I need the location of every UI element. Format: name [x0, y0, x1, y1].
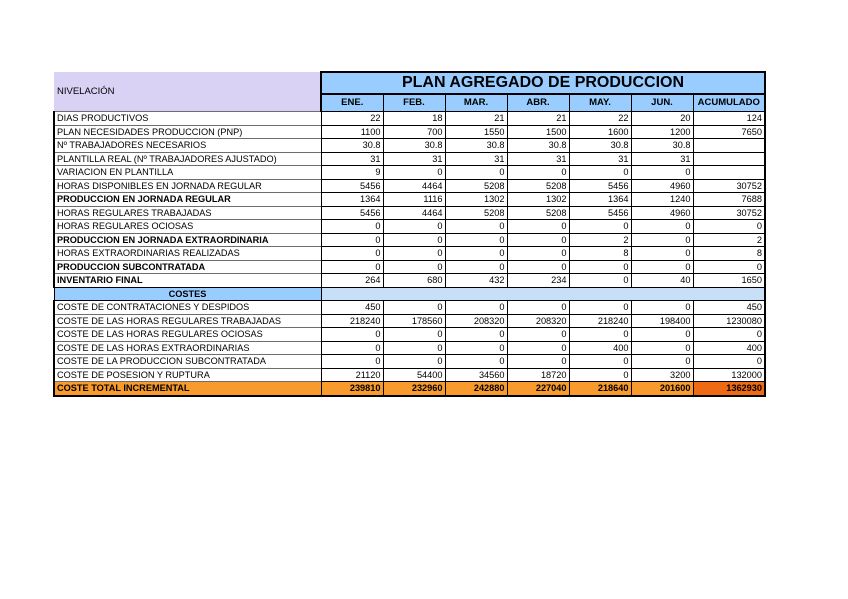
- cell-value: 0: [383, 328, 445, 342]
- cell-value: 4464: [383, 179, 445, 193]
- row-label: INVENTARIO FINAL: [54, 274, 321, 288]
- cell-value: 8: [569, 247, 631, 261]
- cell-value: 22: [569, 112, 631, 126]
- row-label: HORAS REGULARES OCIOSAS: [54, 220, 321, 234]
- cell-value: 0: [507, 301, 569, 315]
- cell-value: 0: [445, 233, 507, 247]
- cell-value: 700: [383, 125, 445, 139]
- cell-value: 0: [507, 233, 569, 247]
- row-label: COSTE DE LAS HORAS REGULARES TRABAJADAS: [54, 314, 321, 328]
- cell-value: 5208: [507, 179, 569, 193]
- cell-value: 3200: [631, 368, 693, 382]
- cell-value: 31: [569, 152, 631, 166]
- cell-value: 9: [321, 166, 383, 180]
- row-label: PLAN NECESIDADES PRODUCCION (PNP): [54, 125, 321, 139]
- cell-value: 0: [321, 260, 383, 274]
- cell-value: 4464: [383, 206, 445, 220]
- cell-value: 227040: [507, 382, 569, 396]
- cell-value: 232960: [383, 382, 445, 396]
- cell-value: 31: [631, 152, 693, 166]
- cell-value: 21120: [321, 368, 383, 382]
- table-row: [54, 206, 765, 220]
- cell-accumulated: 30752: [693, 179, 765, 193]
- table-row: [54, 139, 765, 153]
- cell-value: 5208: [445, 179, 507, 193]
- cell-value: 1302: [445, 193, 507, 207]
- cell-value: 0: [569, 274, 631, 288]
- cell-accumulated: [693, 152, 765, 166]
- cell-value: 178560: [383, 314, 445, 328]
- cell-value: 242880: [445, 382, 507, 396]
- cell-accumulated: 0: [693, 220, 765, 234]
- cell-value: 1500: [507, 125, 569, 139]
- cell-value: 0: [445, 166, 507, 180]
- cell-value: 239810: [321, 382, 383, 396]
- month-header: MAR.: [445, 94, 507, 112]
- cell-accumulated: [693, 166, 765, 180]
- cell-value: 0: [631, 260, 693, 274]
- sheet-label: NIVELACIÓN: [54, 72, 321, 112]
- cell-value: 208320: [445, 314, 507, 328]
- month-header: JUN.: [631, 94, 693, 112]
- cell-value: 30.8: [569, 139, 631, 153]
- cell-accumulated: 124: [693, 112, 765, 126]
- row-label: COSTE DE CONTRATACIONES Y DESPIDOS: [54, 301, 321, 315]
- cell-value: 0: [321, 341, 383, 355]
- cell-value: 0: [631, 341, 693, 355]
- cell-value: 218240: [569, 314, 631, 328]
- cell-value: 1240: [631, 193, 693, 207]
- cell-value: 5456: [321, 179, 383, 193]
- cell-value: 0: [321, 328, 383, 342]
- month-header: ABR.: [507, 94, 569, 112]
- row-label: HORAS EXTRAORDINARIAS REALIZADAS: [54, 247, 321, 261]
- cell-value: 30.8: [321, 139, 383, 153]
- cell-value: 4960: [631, 179, 693, 193]
- cell-value: 0: [445, 247, 507, 261]
- cell-accumulated: 7688: [693, 193, 765, 207]
- table-row: [54, 233, 765, 247]
- cell-value: 218640: [569, 382, 631, 396]
- cell-value: 1302: [507, 193, 569, 207]
- accumulated-header: ACUMULADO: [693, 94, 765, 112]
- cell-value: 0: [321, 220, 383, 234]
- cell-value: 0: [445, 355, 507, 369]
- cost-row: [54, 368, 765, 382]
- cell-value: 5208: [445, 206, 507, 220]
- table-row: [54, 112, 765, 126]
- cell-value: 0: [631, 328, 693, 342]
- cell-value: 30.8: [631, 139, 693, 153]
- cost-row: [54, 314, 765, 328]
- cell-value: 400: [569, 341, 631, 355]
- row-label: COSTE DE POSESION Y RUPTURA: [54, 368, 321, 382]
- cell-value: 0: [569, 166, 631, 180]
- cell-value: 0: [507, 355, 569, 369]
- cell-value: 40: [631, 274, 693, 288]
- month-header: ENE.: [321, 94, 383, 112]
- cell-accumulated: 132000: [693, 368, 765, 382]
- cell-value: 0: [569, 301, 631, 315]
- cell-accumulated: 1230080: [693, 314, 765, 328]
- production-plan-table: [53, 71, 766, 397]
- cell-value: 450: [321, 301, 383, 315]
- cell-value: 234: [507, 274, 569, 288]
- cell-value: 30.8: [445, 139, 507, 153]
- cell-value: 0: [507, 260, 569, 274]
- cell-value: 432: [445, 274, 507, 288]
- cost-row: [54, 341, 765, 355]
- cell-value: 30.8: [383, 139, 445, 153]
- cell-accumulated: 0: [693, 355, 765, 369]
- cell-value: 0: [631, 220, 693, 234]
- cell-value: 54400: [383, 368, 445, 382]
- row-label: PRODUCCION SUBCONTRATADA: [54, 260, 321, 274]
- table-row: [54, 247, 765, 261]
- cell-value: 0: [569, 355, 631, 369]
- cell-value: 0: [631, 233, 693, 247]
- row-label: COSTE TOTAL INCREMENTAL: [54, 382, 321, 396]
- cell-value: 0: [569, 328, 631, 342]
- row-label: Nº TRABAJADORES NECESARIOS: [54, 139, 321, 153]
- table-row: [54, 220, 765, 234]
- cell-value: 0: [383, 301, 445, 315]
- cell-value: 0: [445, 328, 507, 342]
- cell-value: 0: [507, 247, 569, 261]
- cell-value: 0: [383, 220, 445, 234]
- cell-value: 0: [631, 166, 693, 180]
- table-row: [54, 193, 765, 207]
- cost-row: [54, 328, 765, 342]
- cell-value: 208320: [507, 314, 569, 328]
- month-header: MAY.: [569, 94, 631, 112]
- row-label: HORAS REGULARES TRABAJADAS: [54, 206, 321, 220]
- cell-accumulated: 1362930: [693, 382, 765, 396]
- cell-value: 31: [507, 152, 569, 166]
- cell-value: 18720: [507, 368, 569, 382]
- cell-value: 20: [631, 112, 693, 126]
- cell-value: 1364: [321, 193, 383, 207]
- cell-value: 0: [507, 328, 569, 342]
- table-row: [54, 274, 765, 288]
- cell-value: 1550: [445, 125, 507, 139]
- cell-value: 0: [383, 260, 445, 274]
- row-label: PRODUCCION EN JORNADA REGULAR: [54, 193, 321, 207]
- costs-section-row: [54, 287, 765, 301]
- cell-accumulated: 1650: [693, 274, 765, 288]
- cell-value: 21: [445, 112, 507, 126]
- cell-value: 30.8: [507, 139, 569, 153]
- cell-value: 0: [631, 355, 693, 369]
- costs-section-label: COSTES: [54, 287, 321, 301]
- title-row: [54, 72, 765, 94]
- cell-value: 0: [569, 368, 631, 382]
- table-row: [54, 152, 765, 166]
- cell-value: 0: [445, 220, 507, 234]
- row-label: PLANTILLA REAL (Nº TRABAJADORES AJUSTADO): [54, 152, 321, 166]
- cell-value: 2: [569, 233, 631, 247]
- cell-value: 0: [507, 220, 569, 234]
- cell-value: 264: [321, 274, 383, 288]
- total-row: [54, 382, 765, 396]
- cell-value: 0: [631, 247, 693, 261]
- row-label: VARIACION EN PLANTILLA: [54, 166, 321, 180]
- cell-accumulated: 8: [693, 247, 765, 261]
- table-title: PLAN AGREGADO DE PRODUCCION: [321, 72, 765, 94]
- cell-accumulated: 0: [693, 328, 765, 342]
- cost-row: [54, 301, 765, 315]
- cell-value: 0: [383, 341, 445, 355]
- cell-value: 1600: [569, 125, 631, 139]
- costs-section-fill: [321, 287, 765, 301]
- cell-value: 18: [383, 112, 445, 126]
- cell-accumulated: 400: [693, 341, 765, 355]
- row-label: COSTE DE LA PRODUCCION SUBCONTRATADA: [54, 355, 321, 369]
- cell-value: 1116: [383, 193, 445, 207]
- cell-value: 0: [631, 301, 693, 315]
- cell-value: 0: [383, 355, 445, 369]
- cell-value: 34560: [445, 368, 507, 382]
- cell-value: 0: [445, 260, 507, 274]
- row-label: PRODUCCION EN JORNADA EXTRAORDINARIA: [54, 233, 321, 247]
- row-label: DIAS PRODUCTIVOS: [54, 112, 321, 126]
- cell-value: 0: [383, 247, 445, 261]
- cell-value: 5456: [321, 206, 383, 220]
- cell-value: 218240: [321, 314, 383, 328]
- cell-value: 198400: [631, 314, 693, 328]
- production-plan-sheet: [53, 71, 764, 397]
- cell-value: 0: [445, 301, 507, 315]
- table-row: [54, 260, 765, 274]
- cell-value: 22: [321, 112, 383, 126]
- cell-value: 201600: [631, 382, 693, 396]
- row-label: COSTE DE LAS HORAS EXTRAORDINARIAS: [54, 341, 321, 355]
- cell-value: 1364: [569, 193, 631, 207]
- cell-value: 1100: [321, 125, 383, 139]
- cell-accumulated: 30752: [693, 206, 765, 220]
- cell-value: 0: [507, 341, 569, 355]
- cell-value: 0: [445, 341, 507, 355]
- cell-accumulated: 0: [693, 260, 765, 274]
- cell-accumulated: 2: [693, 233, 765, 247]
- cell-value: 31: [445, 152, 507, 166]
- cell-value: 0: [507, 166, 569, 180]
- cell-value: 0: [383, 166, 445, 180]
- cell-value: 31: [383, 152, 445, 166]
- cost-row: [54, 355, 765, 369]
- cell-value: 0: [321, 247, 383, 261]
- cell-value: 5208: [507, 206, 569, 220]
- table-row: [54, 179, 765, 193]
- cell-value: 21: [507, 112, 569, 126]
- table-row: [54, 125, 765, 139]
- cell-value: 0: [569, 220, 631, 234]
- row-label: COSTE DE LAS HORAS REGULARES OCIOSAS: [54, 328, 321, 342]
- cell-value: 0: [569, 260, 631, 274]
- cell-accumulated: 450: [693, 301, 765, 315]
- cell-value: 4960: [631, 206, 693, 220]
- cell-value: 0: [321, 233, 383, 247]
- cell-accumulated: [693, 139, 765, 153]
- cell-value: 31: [321, 152, 383, 166]
- cell-value: 0: [383, 233, 445, 247]
- cell-accumulated: 7650: [693, 125, 765, 139]
- row-label: HORAS DISPONIBLES EN JORNADA REGULAR: [54, 179, 321, 193]
- cell-value: 5456: [569, 206, 631, 220]
- month-header: FEB.: [383, 94, 445, 112]
- table-row: [54, 166, 765, 180]
- cell-value: 1200: [631, 125, 693, 139]
- cell-value: 5456: [569, 179, 631, 193]
- cell-value: 680: [383, 274, 445, 288]
- cell-value: 0: [321, 355, 383, 369]
